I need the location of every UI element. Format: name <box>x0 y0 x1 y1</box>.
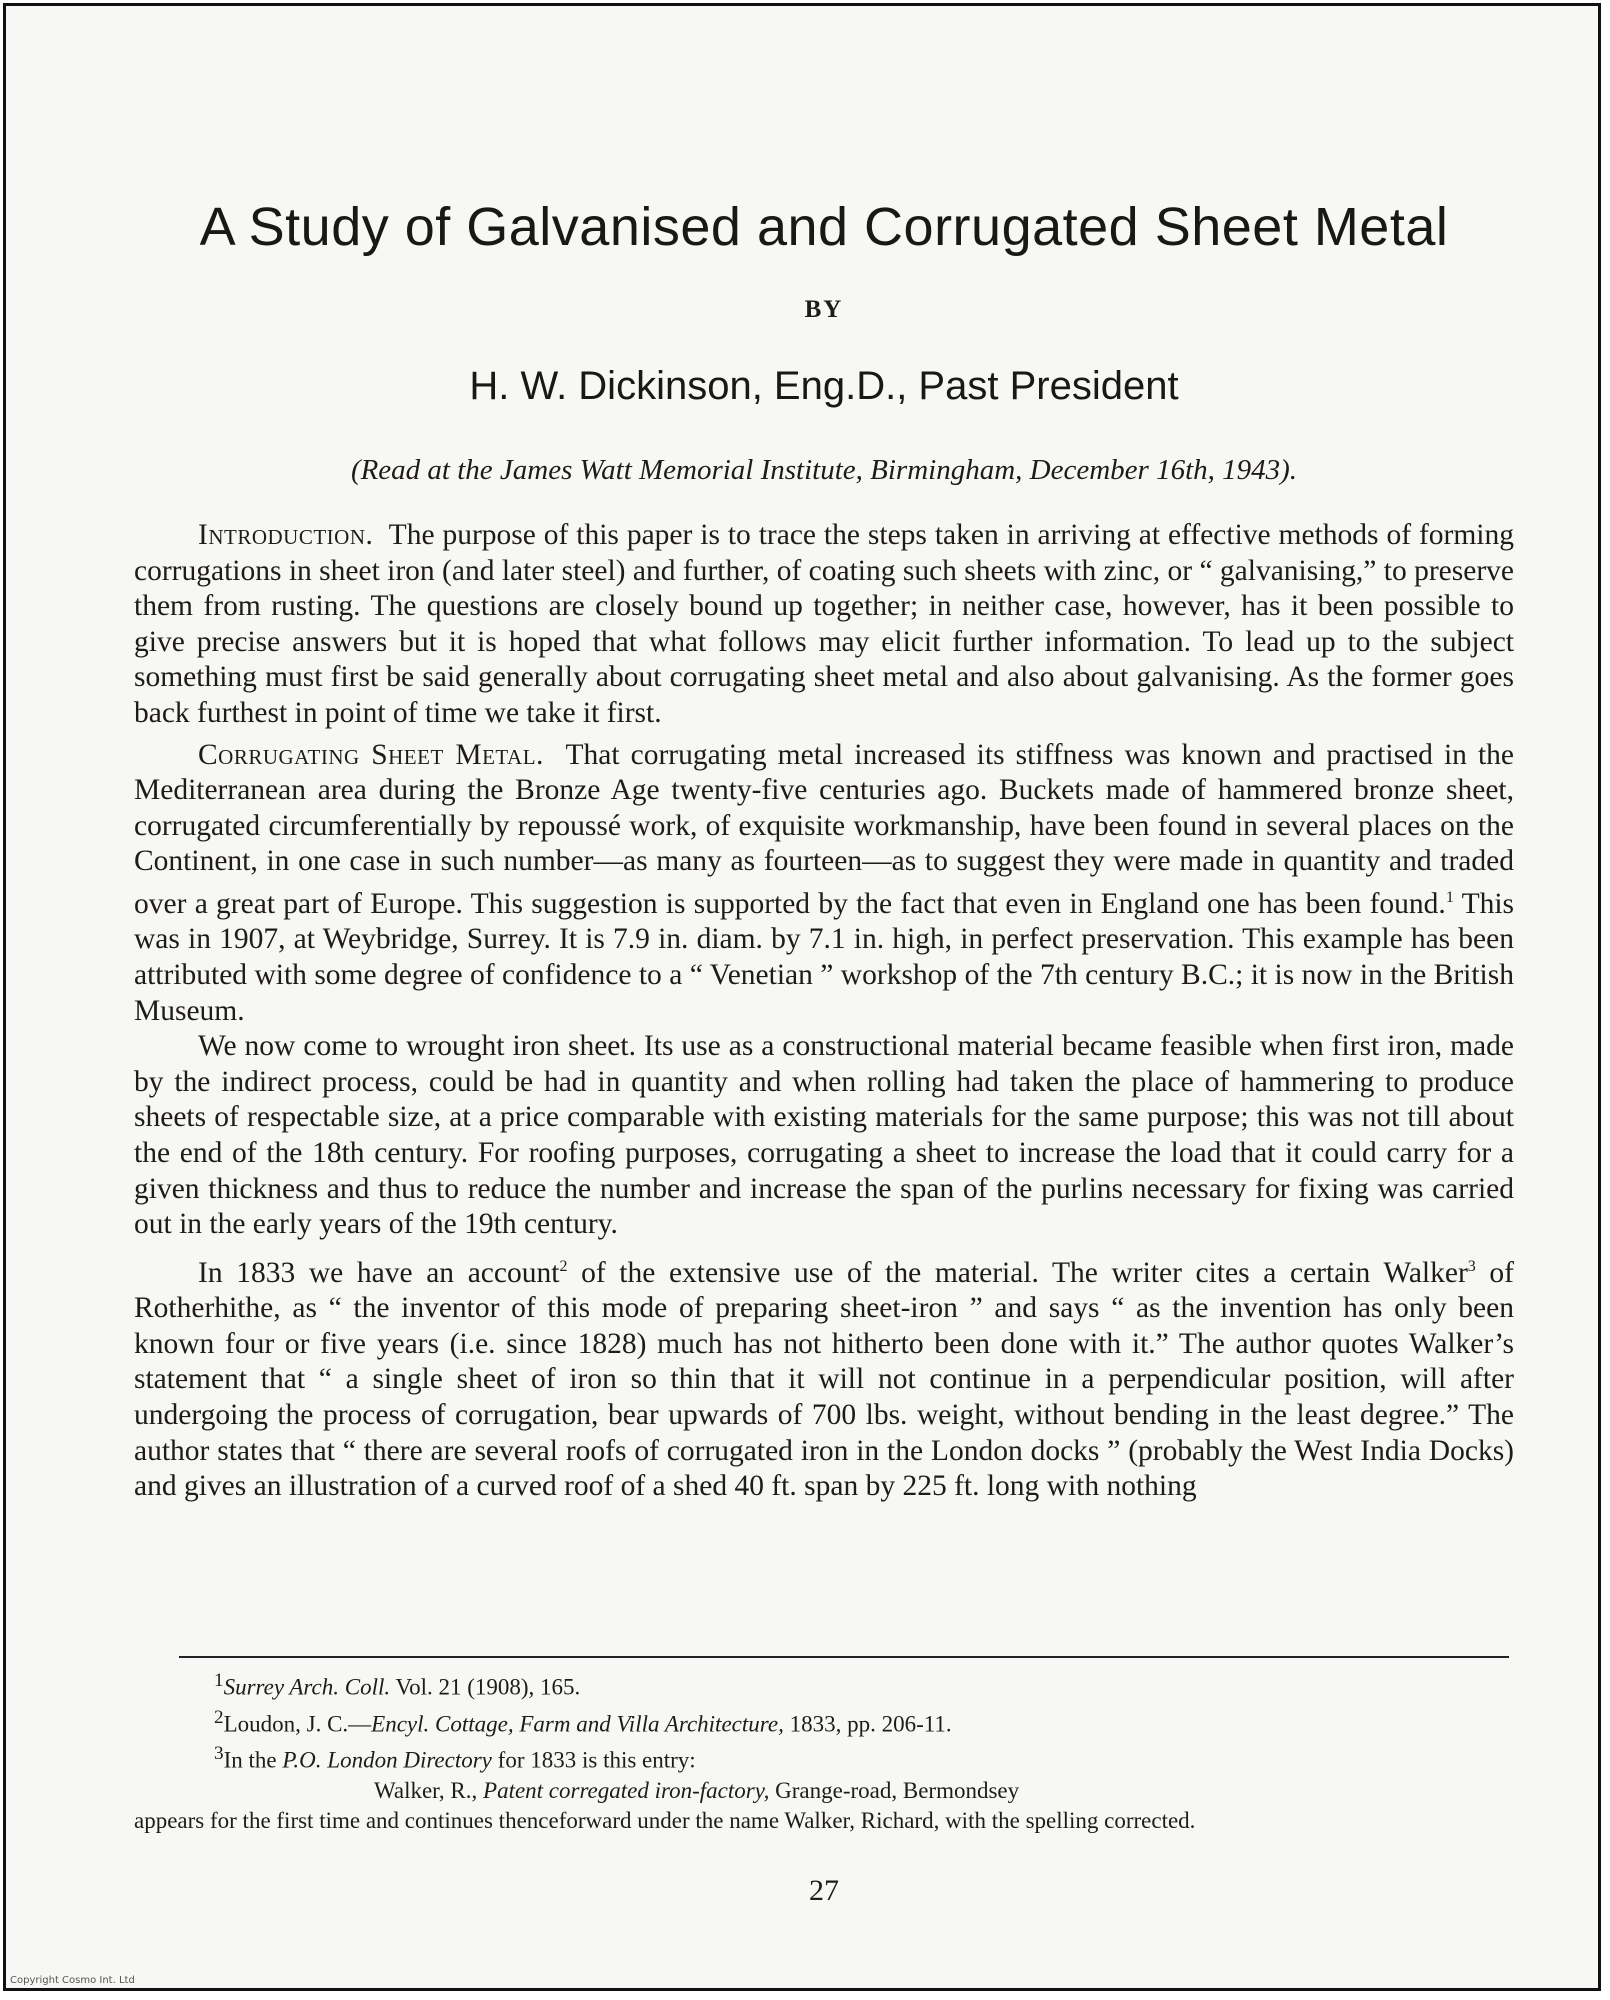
footnote-ref-2: 2 <box>559 1257 568 1275</box>
footnote-number: 2 <box>214 1706 224 1728</box>
article-body <box>134 518 1514 1505</box>
paragraph-text: The purpose of this paper is to trace the steps taken in arriving at effective methods of forming corrugations in sheet iron (and later steel) and further, of coating such sheets with zinc, or “ galvanising,” to preserve them from rusting. The questions are closely bound up together; in neither case, however, has it been possible to give precise answers but it is hoped that what follows may elicit further information. To lead up to the subject something must first be said generally about corrugating sheet metal and also about galvanising. As the former goes back furthest in point of time we take it first. <box>134 519 1514 729</box>
footnote-citation: Surrey Arch. Coll. <box>223 1674 391 1700</box>
footnote-3 <box>134 1739 1514 1776</box>
read-note: (Read at the James Watt Memorial Institute, Birmingham, December 16th, 1943). <box>350 454 1298 486</box>
paragraph-text: of Rotherhithe, as “ the inventor of this mode of preparing sheet-iron ” and says “ as the invention has only been known four or five years (i.e. since 1828) much has not hitherto been done with it.” The author quotes Walker’s statement that “ a single sheet of iron so thin that it will not continue in a perpendicular position, will after undergoing the process of corrugation, bear upwards of 700 lbs. weight, without bending in the least degree.” The author states that “ there are several roofs of corrugated iron in the London docks ” (probably the West India Docks) and gives an illustration of a curved roof of a shed 40 ft. span by 225 ft. long with nothing <box>134 1256 1515 1503</box>
footnote-3-entry <box>134 1776 1514 1806</box>
footnote-citation: Encyl. Cottage, Farm and Villa Architecture, <box>371 1711 784 1737</box>
paragraph-text: of the extensive use of the material. The writer cites a certain Walker <box>567 1256 1468 1289</box>
footnotes <box>134 1666 1514 1836</box>
copyright-watermark: Copyright Cosmo Int. Ltd <box>10 1975 135 1986</box>
author-name: H. W. Dickinson, Eng.D., Past President <box>469 364 1179 408</box>
footnote-number: 3 <box>214 1743 224 1765</box>
footnote-text: Vol. 21 (1908), 165. <box>390 1674 581 1700</box>
paragraph-text: In 1833 we have an account <box>198 1256 560 1289</box>
footnote-text: Walker, R., <box>374 1777 484 1803</box>
paragraph-text: This was in 1907, at Weybridge, Surrey. It is 7.9 in. diam. by 7.1 in. high, in perfect preservation. This example has been attributed with some degree of confidence to a “ Venetian ” workshop of the 7th century B.C.; it is now in the British Museum. <box>134 887 1515 1027</box>
page-number: 27 <box>809 1874 839 1907</box>
section-heading-introduction: Introduction. <box>198 519 374 551</box>
footnote-text: Grange-road, Bermondsey <box>769 1777 1020 1803</box>
footnote-text: Loudon, J. C.— <box>223 1711 372 1737</box>
page-frame <box>3 3 1601 1991</box>
footnote-divider <box>179 1656 1509 1658</box>
footnote-2 <box>134 1703 1514 1740</box>
footnote-text: 1833, pp. 206-11. <box>783 1711 952 1737</box>
paragraph-wrought-iron <box>134 1029 1514 1243</box>
footnote-number: 1 <box>214 1670 224 1691</box>
section-heading-corrugating: Corrugating Sheet Metal. <box>198 738 544 771</box>
article-title: A Study of Galvanised and Corrugated Sheet Metal <box>199 197 1449 257</box>
paragraph-1833-account <box>134 1249 1514 1505</box>
footnote-text: In the <box>223 1747 283 1773</box>
footnote-1 <box>134 1666 1514 1703</box>
byline-label: BY <box>804 296 844 323</box>
paragraph-text: That corrugating metal increased its stiffness was known and practised in the Mediterranean area during the Bronze Age twenty-five centuries ago. Buckets made of hammered bronze sheet, corrugated circumferentially by repoussé work, of exquisite workmanship, have been found in several places on the Continent, in one case in such number—as many as fourteen—as to suggest they were made in quantity and traded over a great part of Europe. This suggestion is supported by the fact that even in England one has been found. <box>134 738 1514 920</box>
paragraph-corrugating <box>134 738 1514 1030</box>
footnote-ref-1: 1 <box>1445 888 1454 906</box>
paragraph-text: We now come to wrought iron sheet. Its use as a constructional material became feasible when first iron, made by the indirect process, could be had in quantity and when rolling had taken the place of hammering to produce sheets of respectable size, at a price comparable with existing materials for the same purpose; this was not till about the end of the 18th century. For roofing purposes, corrugating a sheet to increase the load that it could carry for a given thickness and thus to reduce the number and increase the span of the purlins necessary for fixing was carried out in the early years of the 19th century. <box>134 1030 1514 1241</box>
footnote-ref-3: 3 <box>1467 1257 1476 1275</box>
paragraph-introduction <box>134 518 1514 732</box>
footnote-text: for 1833 is this entry: <box>491 1747 696 1773</box>
footnote-citation: P.O. London Directory <box>282 1747 492 1773</box>
footnote-citation: Patent corregated iron-factory, <box>483 1777 770 1803</box>
footnote-3-continuation: appears for the first time and continues thenceforward under the name Walker, Richard, with the spelling corrected. <box>134 1807 1196 1833</box>
